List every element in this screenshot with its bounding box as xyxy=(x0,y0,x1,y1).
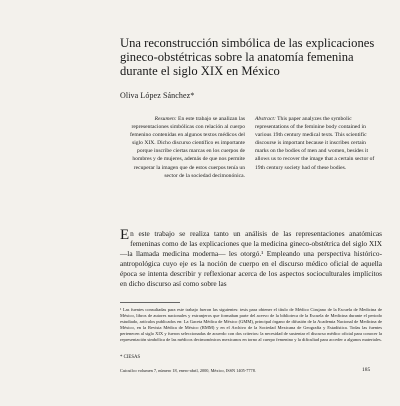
abstract-spanish-label: Resumen: xyxy=(154,116,177,122)
footnote-divider xyxy=(120,302,180,303)
drop-cap: E xyxy=(120,227,130,243)
article-author: Oliva López Sánchez* xyxy=(120,91,195,100)
abstract-english xyxy=(255,115,377,172)
page-number: 185 xyxy=(362,367,371,373)
article-title: Una reconstrucción simbólica de las explicaciones gineco-obstétricas sobre la anatomía femenina durante el siglo XIX en México xyxy=(120,36,375,79)
author-affiliation: * CIESAS xyxy=(120,355,141,360)
body-paragraph-text: n este trabajo se realiza tanto un análisis de las representaciones anatómicas femeninas como de las explicaciones que la medicina gineco-obstétrica del siglo XIX —la llamada medicina moderna— les otorgó.¹ Empleando una perspectiva histórico-antropológica cuyo eje es la noción de cuerpo en el discurso médico oficial de aquella época se intenta describir y reflexionar acerca de los aspectos socioculturales implícitos en dicho discurso así como sobre las xyxy=(120,229,382,288)
footnote: ¹ Las fuentes consultadas para este trabajo fueron las siguientes: tesis para obtener el título de Médico Cirujano de la Escuela de Medicina de México, libros de autores nacionales y extranjeros que formaban parte del acervo de la biblioteca de la Escuela de Medicina durante el periodo estudiado, artículos publicados en: La Gaceta Médica de México (GMM), principal órgano de difusión de la Academia Nacional de Medicina de México, en la Revista Médica de México (RMM) y en el Archivo de la Sociedad Mexicana de Geografía y Estadística. Todas las fuentes pertenecen al siglo XIX y fueron seleccionadas de acuerdo con dos criterios: la necesidad de sustentar el discurso médico oficial para conocer la representación simbólica de las médicos decimonónicos mexicanos en torno al cuerpo femenino y la dificultad para acceder a algunos materiales. xyxy=(120,307,382,342)
abstract-english-text: This paper analyzes the symbolic representations of the feminine body contained in various 19th century medical texts. This scientific discourse is important because it inscribes certain marks on the bodies of men and women, besides it allows us to recover the image that a certain sector of 19th century society had of these bodies. xyxy=(255,116,375,171)
journal-footer: Cuicuilco volumen 7, número 18, enero-abril, 2000, México, ISSN 1405-7778. xyxy=(120,368,256,373)
body-paragraph xyxy=(120,229,382,288)
abstract-english-label: Abstract: xyxy=(255,116,276,122)
abstract-spanish-text: En este trabajo se analizan las representaciones simbólicas con relación al cuerpo femenino contenidas en algunos textos médicos del siglo XIX. Dicho discurso científico es importante porque inscribe ciertas marcas en los cuerpos de hombres y de mujeres, además de que nos permite recuperar la imagen que de estos cuerpos tenía un sector de la sociedad decimonónica. xyxy=(130,116,245,179)
abstract-spanish xyxy=(120,115,245,180)
